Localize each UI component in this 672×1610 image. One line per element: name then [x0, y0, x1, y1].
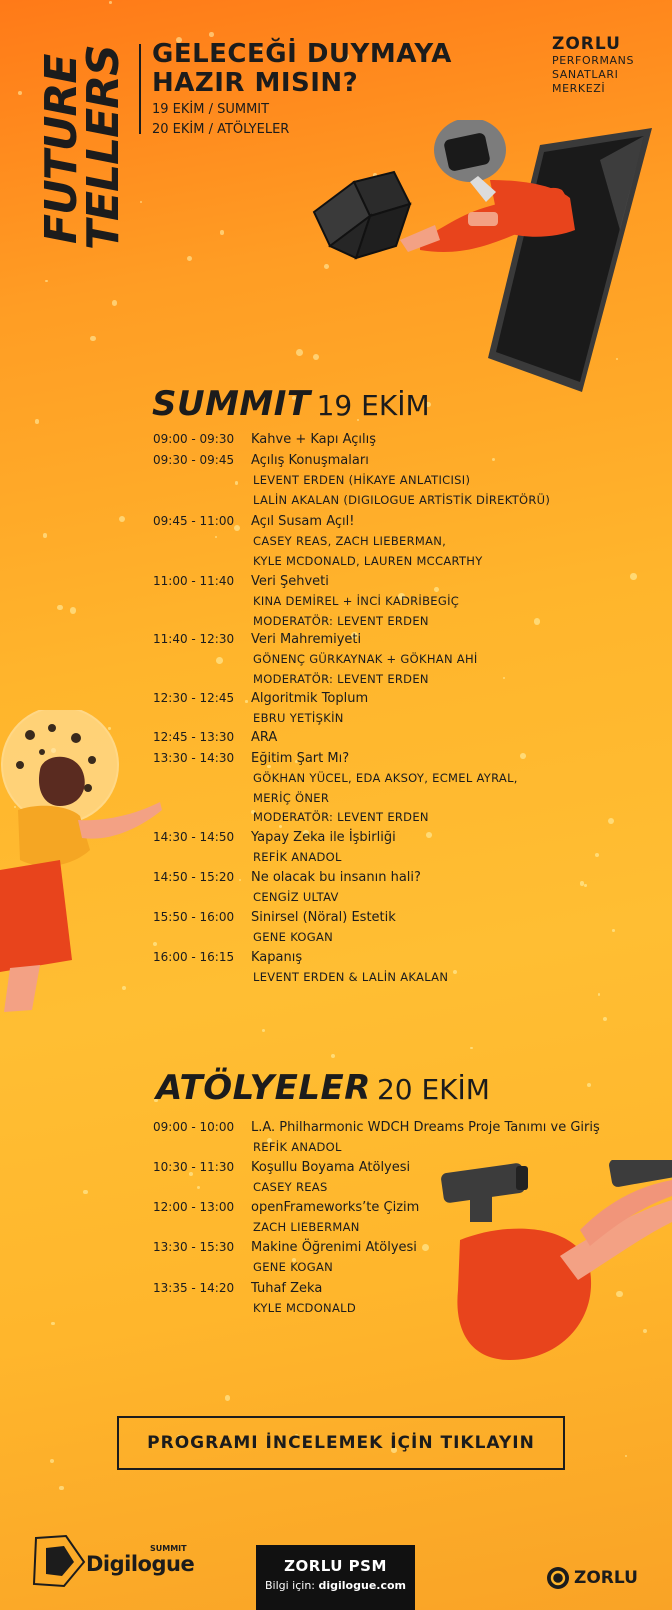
- session-speaker: ZACH LIEBERMAN: [253, 1220, 360, 1234]
- zorlu-mark-icon: [546, 1566, 570, 1590]
- hero-title-line2: HAZIR MISIN?: [152, 68, 359, 98]
- session-time: 10:30 - 11:30: [153, 1160, 235, 1174]
- digilogue-wordmark: Digilogue: [86, 1552, 195, 1576]
- psm-info-prefix: Bilgi için:: [264, 1579, 319, 1592]
- session-title: Veri Şehveti: [251, 574, 329, 589]
- session-time: 14:50 - 15:20: [153, 870, 235, 884]
- digilogue-summit-label: SUMMIT: [150, 1544, 187, 1553]
- session-time: 15:50 - 16:00: [153, 910, 235, 924]
- bokeh-dot: [59, 1486, 63, 1490]
- bokeh-dot: [534, 618, 541, 625]
- summit-date: 19 EKİM: [316, 389, 430, 422]
- session-speaker: KYLE MCDONALD, LAUREN MCCARTHY: [253, 553, 483, 568]
- schedule-row: [153, 830, 396, 845]
- bokeh-dot: [112, 300, 117, 305]
- session-title: Makine Öğrenimi Atölyesi: [251, 1240, 417, 1255]
- date-workshops: 20 EKİM / ATÖLYELER: [152, 122, 290, 137]
- bokeh-dot: [109, 1, 112, 4]
- bokeh-dot: [209, 32, 214, 37]
- schedule-row: [153, 870, 421, 885]
- workshops-heading: [156, 1068, 490, 1108]
- bokeh-dot: [630, 573, 636, 579]
- bokeh-dot: [35, 419, 39, 423]
- session-title: openFrameworks’te Çizim: [251, 1200, 420, 1215]
- schedule-row: [153, 1160, 410, 1175]
- venue-line3: MERKEZİ: [552, 82, 606, 95]
- schedule-row: [153, 453, 369, 468]
- venue-line1: PERFORMANS: [552, 54, 635, 67]
- session-time: 09:30 - 09:45: [153, 453, 235, 467]
- bokeh-dot: [603, 1017, 607, 1021]
- venue-line2: SANATLARI: [552, 68, 619, 81]
- bokeh-dot: [18, 91, 22, 95]
- bokeh-dot: [598, 993, 601, 996]
- bokeh-dot: [197, 1186, 200, 1189]
- schedule-row: [153, 574, 329, 589]
- session-title: Kahve + Kapı Açılış: [251, 432, 377, 447]
- session-time: 14:30 - 14:50: [153, 830, 235, 844]
- session-title: Eğitim Şart Mı?: [251, 751, 350, 766]
- session-time: 12:30 - 12:45: [153, 691, 235, 705]
- date-summit: 19 EKİM / SUMMIT: [152, 102, 270, 117]
- hero-title: [152, 40, 452, 98]
- session-time: 12:45 - 13:30: [153, 730, 235, 744]
- schedule-row: [153, 691, 368, 706]
- camera-illustration: [440, 1160, 672, 1375]
- bokeh-dot: [612, 929, 615, 932]
- session-speaker: LALİN AKALAN (DIGILOGUE ARTİSTİK DİREKTÖRÜ): [253, 492, 551, 507]
- zorlu-psm-logo: [552, 34, 634, 96]
- bokeh-dot: [503, 677, 505, 679]
- bokeh-dot: [51, 1322, 55, 1326]
- digilogue-mark-icon: [30, 1532, 88, 1590]
- session-speaker: GÖKHAN YÜCEL, EDA AKSOY, ECMEL AYRAL,: [253, 771, 518, 785]
- session-title: ARA: [251, 730, 278, 745]
- schedule-row: [153, 1120, 600, 1135]
- session-speaker: GENE KOGAN: [253, 1260, 334, 1274]
- session-title: Açıl Susam Açıl!: [251, 514, 355, 529]
- session-time: 13:30 - 14:30: [153, 751, 235, 765]
- hero-title-line1: GELECEĞİ DUYMAYA: [152, 39, 452, 69]
- session-title: Veri Mahremiyeti: [251, 632, 362, 647]
- schedule-row: [153, 910, 396, 925]
- bokeh-dot: [422, 1244, 429, 1251]
- bokeh-dot: [50, 1459, 54, 1463]
- schedule-row: [153, 950, 302, 965]
- bokeh-dot: [608, 818, 614, 824]
- summit-heading: [152, 384, 430, 424]
- header-divider: [139, 44, 141, 134]
- session-speaker: MODERATÖR: LEVENT ERDEN: [253, 613, 429, 628]
- psm-title: ZORLU PSM: [284, 1557, 387, 1575]
- session-speaker: LEVENT ERDEN (HİKAYE ANLATICISI): [253, 473, 471, 487]
- workshops-title: ATÖLYELER: [156, 1068, 371, 1108]
- schedule-row: [153, 632, 361, 647]
- bokeh-dot: [90, 336, 95, 341]
- session-speaker: MODERATÖR: LEVENT ERDEN: [253, 671, 429, 686]
- session-time: 11:00 - 11:40: [153, 574, 235, 588]
- girl-illustration: [0, 710, 170, 1040]
- summit-title: SUMMIT: [152, 384, 311, 424]
- future-word: FUTURE: [36, 54, 87, 244]
- session-time: 13:30 - 15:30: [153, 1240, 235, 1254]
- tellers-word: TELLERS: [78, 45, 129, 250]
- session-speaker: CASEY REAS, ZACH LIEBERMAN,: [253, 534, 447, 548]
- bokeh-dot: [140, 201, 142, 203]
- zorlu-psm-box: [256, 1545, 415, 1610]
- bokeh-dot: [279, 825, 282, 828]
- session-speaker: MODERATÖR: LEVENT ERDEN: [253, 810, 429, 824]
- session-time: 11:40 - 12:30: [153, 632, 235, 646]
- bokeh-dot: [119, 516, 125, 522]
- session-time: 09:45 - 11:00: [153, 514, 235, 528]
- bokeh-dot: [492, 458, 495, 461]
- session-title: Koşullu Boyama Atölyesi: [251, 1160, 411, 1175]
- bokeh-dot: [215, 536, 217, 538]
- schedule-row: [153, 432, 376, 447]
- session-title: Tuhaf Zeka: [251, 1281, 323, 1296]
- session-speaker: GÖNENÇ GÜRKAYNAK + GÖKHAN AHİ: [253, 652, 478, 666]
- schedule-row: [153, 730, 277, 745]
- session-title: Kapanış: [251, 950, 303, 965]
- session-speaker: CASEY REAS: [253, 1180, 328, 1194]
- bokeh-dot: [520, 753, 526, 759]
- schedule-row: [153, 1281, 322, 1296]
- venue-name: ZORLU: [552, 34, 621, 54]
- robot-illustration: [300, 120, 660, 405]
- session-time: 13:35 - 14:20: [153, 1281, 235, 1295]
- workshops-date: 20 EKİM: [376, 1073, 490, 1106]
- session-speaker: LEVENT ERDEN & LALİN AKALAN: [253, 970, 449, 984]
- bokeh-dot: [45, 280, 47, 282]
- bokeh-dot: [584, 884, 586, 886]
- session-title: Açılış Konuşmaları: [251, 453, 369, 468]
- psm-website-link[interactable]: digilogue.com: [318, 1579, 407, 1592]
- bokeh-dot: [43, 533, 47, 537]
- bokeh-dot: [262, 1029, 265, 1032]
- bokeh-dot: [225, 1395, 231, 1401]
- schedule-row: [153, 1240, 417, 1255]
- bokeh-dot: [235, 481, 238, 484]
- program-cta-button[interactable]: PROGRAMI İNCELEMEK İÇİN TIKLAYIN: [117, 1416, 565, 1470]
- session-time: 09:00 - 09:30: [153, 432, 235, 446]
- schedule-row: [153, 514, 354, 529]
- bokeh-dot: [83, 1190, 87, 1194]
- psm-info: [256, 1579, 415, 1592]
- session-title: Sinirsel (Nöral) Estetik: [251, 910, 396, 925]
- session-speaker: CENGİZ ULTAV: [253, 890, 339, 904]
- session-time: 09:00 - 10:00: [153, 1120, 235, 1134]
- session-speaker: MERİÇ ÖNER: [253, 790, 330, 805]
- digilogue-logo: [30, 1532, 195, 1590]
- bokeh-dot: [57, 605, 62, 610]
- bokeh-dot: [595, 853, 599, 857]
- session-time: 12:00 - 13:00: [153, 1200, 235, 1214]
- bokeh-dot: [70, 607, 77, 614]
- session-speaker: REFİK ANADOL: [253, 1140, 342, 1154]
- session-title: Ne olacak bu insanın hali?: [251, 870, 421, 885]
- bokeh-dot: [216, 657, 223, 664]
- bokeh-dot: [331, 1054, 335, 1058]
- session-title: L.A. Philharmonic WDCH Dreams Proje Tanımı ve Giriş: [251, 1120, 600, 1135]
- schedule-row: [153, 1200, 419, 1215]
- session-speaker: KYLE MCDONALD: [253, 1301, 356, 1315]
- bokeh-dot: [453, 970, 457, 974]
- bokeh-dot: [434, 587, 439, 592]
- zorlu-wordmark: ZORLU: [574, 1568, 638, 1588]
- session-speaker: EBRU YETİŞKİN: [253, 711, 344, 725]
- bokeh-dot: [426, 832, 432, 838]
- bokeh-dot: [580, 881, 584, 885]
- session-title: Algoritmik Toplum: [251, 691, 369, 706]
- bokeh-dot: [220, 230, 225, 235]
- session-speaker: REFİK ANADOL: [253, 850, 342, 864]
- zorlu-footer-logo: [546, 1566, 638, 1590]
- session-speaker: KINA DEMİREL + İNCİ KADRİBEGİÇ: [253, 594, 460, 608]
- bokeh-dot: [587, 1083, 591, 1087]
- schedule-row: [153, 751, 349, 766]
- bokeh-dot: [625, 1455, 627, 1457]
- bokeh-dot: [187, 256, 192, 261]
- session-time: 16:00 - 16:15: [153, 950, 235, 964]
- session-title: Yapay Zeka ile İşbirliği: [251, 830, 396, 845]
- bokeh-dot: [470, 1047, 473, 1050]
- session-speaker: GENE KOGAN: [253, 930, 334, 944]
